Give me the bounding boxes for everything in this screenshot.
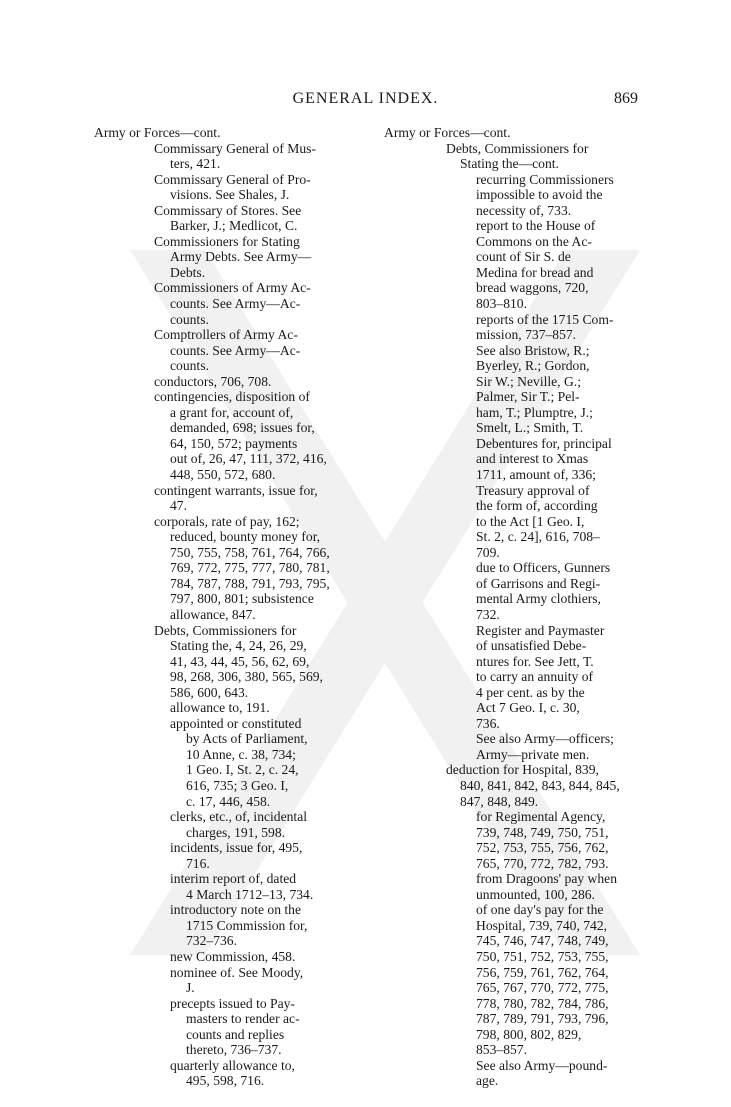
index-line: 4 March 1712–13, 734. xyxy=(186,886,314,902)
index-line: contingencies, disposition of xyxy=(154,389,310,405)
index-line: reports of the 1715 Com- xyxy=(476,311,614,327)
index-line: 750, 751, 752, 753, 755, xyxy=(476,948,609,964)
index-line: 98, 268, 306, 380, 565, 569, xyxy=(170,669,323,685)
index-line: Sir W.; Neville, G.; xyxy=(476,373,581,389)
index-line: masters to render ac- xyxy=(186,1011,300,1027)
index-line: Commons on the Ac- xyxy=(476,233,592,249)
index-line: c. 17, 446, 458. xyxy=(186,793,271,809)
index-line: demanded, 698; issues for, xyxy=(170,420,315,436)
index-line: counts and replies xyxy=(186,1026,285,1042)
index-line: Debts, Commissioners for xyxy=(446,140,589,156)
index-line: due to Officers, Gunners xyxy=(476,560,611,576)
index-line: Commissioners of Army Ac- xyxy=(154,280,311,296)
index-line: Commissioners for Stating xyxy=(154,233,300,249)
index-line: Army Debts. See Army— xyxy=(170,249,312,265)
index-line: counts. xyxy=(170,311,209,327)
index-line: for Regimental Agency, xyxy=(476,809,606,825)
index-line: out of, 26, 47, 111, 372, 416, xyxy=(170,451,327,467)
index-line: 709. xyxy=(476,544,500,560)
running-title: GENERAL INDEX. xyxy=(292,90,439,107)
index-line: deduction for Hospital, 839, xyxy=(446,762,599,778)
index-line: St. 2, c. 24], 616, 708– xyxy=(476,529,600,545)
index-line: appointed or constituted xyxy=(170,715,302,731)
index-line: Register and Paymaster xyxy=(476,622,605,638)
index-line: clerks, etc., of, incidental xyxy=(170,809,308,825)
index-line: 803–810. xyxy=(476,296,527,312)
index-line: 847, 848, 849. xyxy=(460,793,539,809)
index-line: counts. See Army—Ac- xyxy=(170,342,301,358)
index-line: mission, 737–857. xyxy=(476,327,577,343)
index-line: reduced, bounty money for, xyxy=(170,529,321,545)
index-line: 732. xyxy=(476,606,500,622)
index-line: corporals, rate of pay, 162; xyxy=(154,513,300,529)
index-column-left xyxy=(94,125,356,1089)
index-line: Hospital, 739, 740, 742, xyxy=(476,917,608,933)
index-column-right xyxy=(384,125,640,1089)
index-line: ntures for. See Jett, T. xyxy=(476,653,594,669)
index-line: conductors, 706, 708. xyxy=(154,373,272,389)
index-line: 4 per cent. as by the xyxy=(476,684,585,700)
index-line: ham, T.; Plumptre, J.; xyxy=(476,404,593,420)
index-line: 495, 598, 716. xyxy=(186,1073,265,1089)
index-line: 616, 735; 3 Geo. I, xyxy=(186,777,289,793)
index-line: by Acts of Parliament, xyxy=(186,731,308,747)
page-number: 869 xyxy=(614,90,638,107)
index-line: impossible to avoid the xyxy=(476,187,603,203)
index-line: 716. xyxy=(186,855,210,871)
index-line: of one day's pay for the xyxy=(476,902,604,918)
index-line: visions. See Shales, J. xyxy=(170,187,290,203)
index-line: Commissary General of Mus- xyxy=(154,140,316,156)
index-line: age. xyxy=(476,1073,499,1089)
index-line: Debentures for, principal xyxy=(476,435,612,451)
index-line: Debts. xyxy=(170,264,206,280)
index-line: Commissary of Stores. See xyxy=(154,202,302,218)
index-line: allowance to, 191. xyxy=(170,700,270,716)
index-line: Army or Forces—cont. xyxy=(94,125,221,140)
index-line: Commissary General of Pro- xyxy=(154,171,311,187)
index-line: count of Sir S. de xyxy=(476,249,571,265)
index-line: See also Army—officers; xyxy=(476,731,614,747)
index-line: allowance, 847. xyxy=(170,606,256,622)
index-line: Byerley, R.; Gordon, xyxy=(476,358,590,374)
index-line: 853–857. xyxy=(476,1042,527,1058)
index-line: 784, 787, 788, 791, 793, 795, xyxy=(170,575,330,591)
index-line: 745, 746, 747, 748, 749, xyxy=(476,933,609,949)
index-line: counts. xyxy=(170,358,209,374)
index-line: 10 Anne, c. 38, 734; xyxy=(186,746,296,762)
index-line: Barker, J.; Medlicot, C. xyxy=(170,218,298,234)
index-line: 752, 753, 755, 756, 762, xyxy=(476,840,609,856)
index-line: Comptrollers of Army Ac- xyxy=(154,327,298,343)
index-line: J. xyxy=(186,980,195,996)
index-line: introductory note on the xyxy=(170,902,301,918)
index-line: Medina for bread and xyxy=(476,264,594,280)
index-line: 765, 767, 770, 772, 775, xyxy=(476,980,609,996)
index-line: 778, 780, 782, 784, 786, xyxy=(476,995,609,1011)
index-line: to carry an annuity of xyxy=(476,669,594,685)
index-line: 765, 770, 772, 782, 793. xyxy=(476,855,609,871)
index-line: 750, 755, 758, 761, 764, 766, xyxy=(170,544,330,560)
index-line: charges, 191, 598. xyxy=(186,824,286,840)
index-line: precepts issued to Pay- xyxy=(170,995,295,1011)
index-line: bread waggons, 720, xyxy=(476,280,589,296)
index-line: 739, 748, 749, 750, 751, xyxy=(476,824,609,840)
index-line: new Commission, 458. xyxy=(170,948,296,964)
index-line: a grant for, account of, xyxy=(170,404,294,420)
index-line: 736. xyxy=(476,715,500,731)
index-line: 448, 550, 572, 680. xyxy=(170,467,276,483)
index-line: 756, 759, 761, 762, 764, xyxy=(476,964,609,980)
index-line: 1711, amount of, 336; xyxy=(476,467,596,483)
index-line: Stating the—cont. xyxy=(460,156,559,172)
index-line: Army—private men. xyxy=(476,746,590,762)
index-line: recurring Commissioners xyxy=(476,171,614,187)
index-line: Stating the, 4, 24, 26, 29, xyxy=(170,638,307,654)
index-line: contingent warrants, issue for, xyxy=(154,482,318,498)
index-line: 840, 841, 842, 843, 844, 845, xyxy=(460,777,620,793)
index-line: quarterly allowance to, xyxy=(170,1057,295,1073)
index-line: See also Army—pound- xyxy=(476,1057,608,1073)
index-line: mental Army clothiers, xyxy=(476,591,601,607)
index-line: See also Bristow, R.; xyxy=(476,342,590,358)
index-line: of Garrisons and Regi- xyxy=(476,575,601,591)
index-line: Treasury approval of xyxy=(476,482,590,498)
index-line: necessity of, 733. xyxy=(476,202,572,218)
index-line: Act 7 Geo. I, c. 30, xyxy=(476,700,580,716)
index-line: 1715 Commission for, xyxy=(186,917,308,933)
index-line: incidents, issue for, 495, xyxy=(170,840,303,856)
index-line: 47. xyxy=(170,498,187,514)
index-line: Debts, Commissioners for xyxy=(154,622,297,638)
index-line: report to the House of xyxy=(476,218,596,234)
index-line: the form of, according xyxy=(476,498,598,514)
index-line: 1 Geo. I, St. 2, c. 24, xyxy=(186,762,299,778)
index-line: nominee of. See Moody, xyxy=(170,964,304,980)
index-line: of unsatisfied Debe- xyxy=(476,638,587,654)
index-line: interim report of, dated xyxy=(170,871,297,887)
index-line: 798, 800, 802, 829, xyxy=(476,1026,582,1042)
index-line: counts. See Army—Ac- xyxy=(170,296,301,312)
index-line: thereto, 736–737. xyxy=(186,1042,282,1058)
index-line: and interest to Xmas xyxy=(476,451,589,467)
page-header xyxy=(0,90,731,114)
index-line: Palmer, Sir T.; Pel- xyxy=(476,389,580,405)
index-line: 797, 800, 801; subsistence xyxy=(170,591,314,607)
index-line: ters, 421. xyxy=(170,156,221,172)
index-line: Smelt, L.; Smith, T. xyxy=(476,420,584,436)
index-line: from Dragoons' pay when xyxy=(476,871,617,887)
index-line: to the Act [1 Geo. I, xyxy=(476,513,585,529)
index-line: 787, 789, 791, 793, 796, xyxy=(476,1011,609,1027)
index-line: unmounted, 100, 286. xyxy=(476,886,595,902)
index-line: 41, 43, 44, 45, 56, 62, 69, xyxy=(170,653,310,669)
index-line: 732–736. xyxy=(186,933,237,949)
index-line: 586, 600, 643. xyxy=(170,684,249,700)
index-line: 64, 150, 572; payments xyxy=(170,435,298,451)
index-line: 769, 772, 775, 777, 780, 781, xyxy=(170,560,330,576)
index-line: Army or Forces—cont. xyxy=(384,125,511,140)
